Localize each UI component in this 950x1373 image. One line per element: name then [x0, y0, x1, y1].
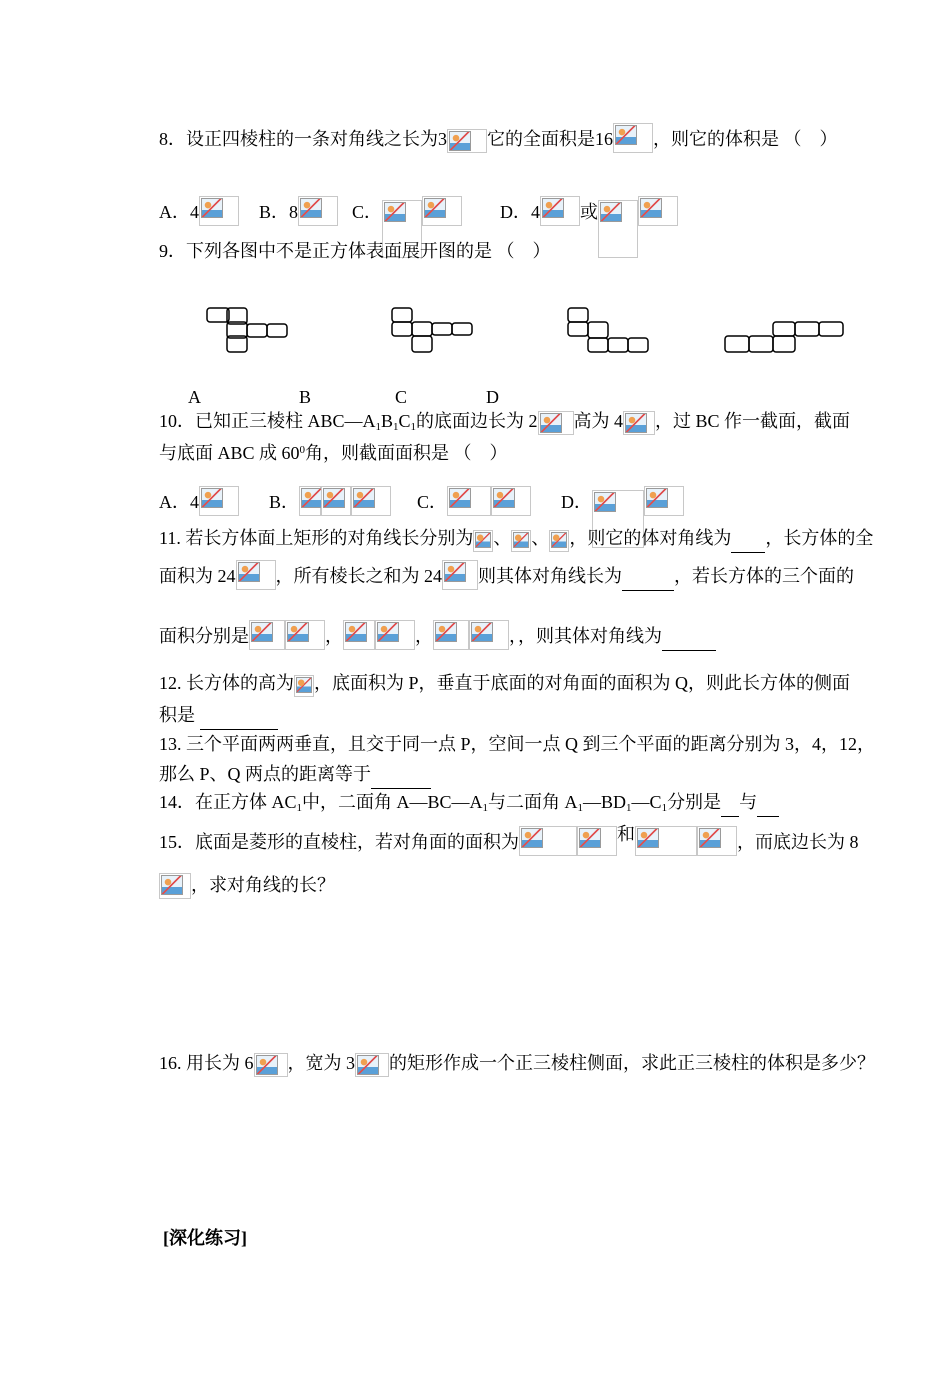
q10-line1: 10．已知正三棱柱 $ABC—A_1B_1C_1$的底面边长为 2 高为 4 ，过 BC 作一截面，截面 [159, 411, 851, 433]
cube-net-c [566, 306, 652, 354]
section-title: [深化练习] [163, 1228, 247, 1248]
q14-line: 14．在正方体 $AC_1$中，二面角 $A—BC—A_1$与二面角 $A_1—BD_1—C_1$分别是 与 [159, 790, 779, 817]
formula-image [623, 411, 655, 435]
formula-image [254, 1053, 288, 1077]
net-label-d: D [486, 387, 499, 407]
q16-line: 16. 用长为 6 ，宽为 3 的矩形作成一个正三棱柱侧面，求此正三棱柱的体积是多少？ [159, 1051, 875, 1077]
formula-image [199, 486, 239, 516]
formula-image [473, 530, 493, 552]
q8-line: 8．设正四棱柱的一条对角线之长为3 它的全面积是16 ，则它的体积是 （ ） [159, 123, 838, 153]
q8-options: A．4 B．8 C． D．4 或 [159, 196, 678, 258]
net-label-a: A [188, 387, 201, 407]
q11-line2: 面积为 24 ，所有棱长之和为 24 则其体对角线长为 ，若长方体的三个面的 [159, 560, 854, 591]
answer-blank[interactable] [731, 528, 765, 553]
cube-net-d [723, 320, 847, 354]
formula-image [199, 196, 239, 226]
formula-image [519, 826, 577, 856]
formula-image [598, 200, 638, 258]
formula-image [159, 873, 191, 899]
q11-line3: 面积分别是 ， ， ，，则其体对角线为 [159, 620, 716, 651]
formula-image [422, 196, 462, 226]
formula-image [236, 560, 276, 590]
answer-blank[interactable] [622, 566, 674, 591]
q13-line2: 那么 P、Q 两点的距离等于 [159, 762, 431, 789]
q15-line1: 15．底面是菱形的直棱柱，若对角面的面积为 和 ，而底边长为 8 [159, 822, 859, 856]
answer-blank[interactable] [662, 626, 716, 651]
q13-line1: 13. 三个平面两两垂直，且交于同一点 P，空间一点 Q 到三个平面的距离分别为 3，4，12， [159, 734, 876, 754]
formula-image [491, 486, 531, 516]
q11-line1: 11. 若长方体面上矩形的对角线长分别为 、 、 ，则它的体对角线为 ，长方体的全 [159, 526, 873, 553]
answer-blank[interactable] [721, 792, 739, 817]
formula-image [635, 826, 697, 856]
formula-image [294, 675, 314, 697]
formula-image [613, 123, 653, 153]
formula-image [442, 560, 478, 590]
formula-image [538, 411, 574, 435]
formula-image [549, 530, 569, 552]
formula-image [249, 620, 285, 650]
formula-image [447, 129, 487, 153]
formula-image [351, 486, 391, 516]
formula-image [577, 826, 617, 856]
formula-image [433, 620, 469, 650]
formula-image [511, 530, 531, 552]
formula-image [644, 486, 684, 516]
net-label-b: B [299, 387, 312, 407]
formula-image [285, 620, 325, 650]
formula-image [355, 1053, 389, 1077]
formula-image [299, 486, 321, 516]
answer-blank[interactable] [757, 792, 779, 817]
formula-image [447, 486, 491, 516]
formula-image [321, 486, 351, 516]
formula-image [638, 196, 678, 226]
net-label-c: C [395, 387, 408, 407]
answer-blank[interactable] [371, 764, 431, 789]
q15-line2: ，求对角线的长？ [159, 873, 335, 899]
q12-line2: 积是 [159, 703, 278, 730]
cube-net-b [390, 306, 474, 354]
formula-image [540, 196, 580, 226]
formula-image [375, 620, 415, 650]
formula-image [343, 620, 375, 650]
q10-line2: 与底面 ABC 成 $60^0$角，则截面面积是 （ ） [159, 443, 508, 463]
answer-blank[interactable] [200, 705, 278, 730]
q10-options: A．4 B． C． D． [159, 486, 684, 548]
q12-line1: 12. 长方体的高为 ，底面积为 P，垂直于底面的对角面的面积为 Q，则此长方体的侧面 [159, 671, 850, 697]
formula-image [298, 196, 338, 226]
cube-net-a [205, 306, 289, 354]
formula-image [697, 826, 737, 856]
q9-question: 9．下列各图中不是正方体表面展开图的是 （ ） [159, 241, 551, 261]
formula-image [469, 620, 509, 650]
